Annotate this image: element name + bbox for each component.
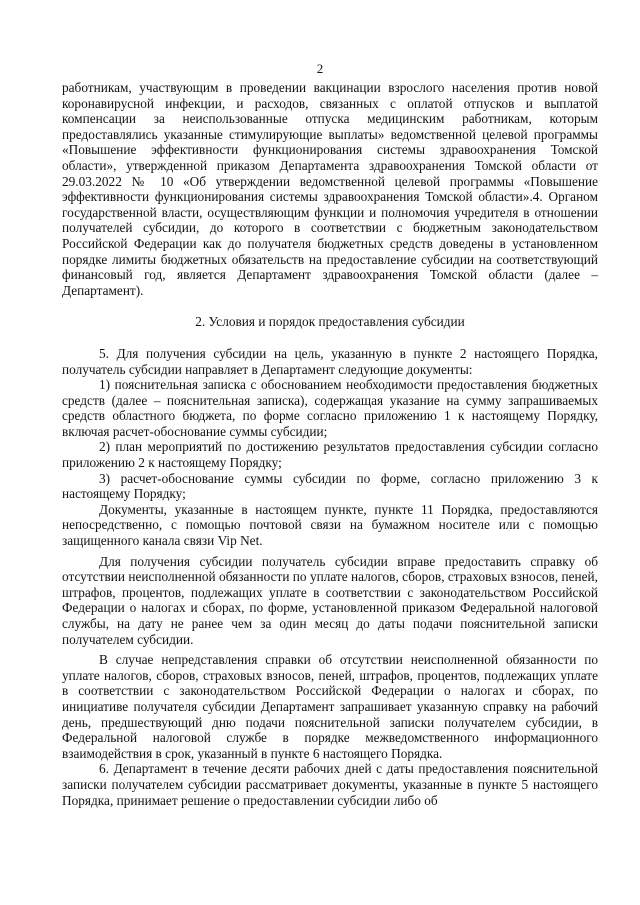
- paragraph-clause-5: 5. Для получения субсидии на цель, указанную в пункте 2 настоящего Порядка, получатель субсидии направляет в Департамент следующие документы:: [62, 345, 598, 377]
- document-body: [62, 80, 598, 808]
- page-number: 2: [316, 61, 324, 76]
- paragraph-no-certificate: В случае непредставления справки об отсутствии неисполненной обязанности по уплате налогов, сборов, страховых взносов, пеней, штрафов, процентов, подлежащих уплате в соответствии с законодательством Российской Федерации о налогах и сборах, по инициативе получателя субсидии Департамент запрашивает указанную справку на рабочий день, предшествующий дню подачи пояснительной записки получателем субсидии, в Федеральной налоговой службе в порядке межведомственного информационного взаимодействия в срок, указанный в пункте 6 настоящего Порядка.: [62, 652, 598, 761]
- paragraph-clause-6: 6. Департамент в течение десяти рабочих дней с даты предоставления пояснительной записки получателем субсидии рассматривает документы, указанные в пункте 5 настоящего Порядка, принимает решение о предоставлении субсидии либо об: [62, 761, 598, 808]
- paragraph-documents: Документы, указанные в настоящем пункте, пункте 11 Порядка, предоставляются непосредственно, с помощью почтовой связи на бумажном носителе или с помощью защищенного канала связи Vip Net.: [62, 501, 598, 549]
- list-item-1: 1) пояснительная записка с обоснованием необходимости предоставления бюджетных средств (далее – пояснительная записка), содержащая указание на сумму запрашиваемых средств областного бюджета, по форме согласно приложению 1 к настоящему Порядку, включая расчет-обоснование суммы субсидии;: [62, 377, 598, 439]
- list-item-2: 2) план мероприятий по достижению результатов предоставления субсидии согласно приложению 2 к настоящему Порядку;: [62, 439, 598, 471]
- paragraph-tax-certificate: Для получения субсидии получатель субсидии вправе предоставить справку об отсутствии неисполненной обязанности по уплате налогов, сборов, страховых взносов, пеней, штрафов, процентов, подлежащих уплате в соответствии с законодательством Российской Федерации о налогах и сборах, по форме, установленной приказом Федеральной налоговой службы, на дату не ранее чем за один месяц до даты подачи пояснительной записки получателем субсидии.: [62, 553, 598, 647]
- list-item-3: 3) расчет-обоснование суммы субсидии по форме, согласно приложению 3 к настоящему Порядку;: [62, 470, 598, 502]
- paragraph-continuation: работникам, участвующим в проведении вакцинации взрослого населения против новой коронавирусной инфекции, и расходов, связанных с оплатой отпусков и выплатой компенсации за неиспользованные отпуска медицинским работникам, которым предоставлялись указанные стимулирующие выплаты» ведомственной целевой программы «Повышение эффективности функционирования системы здравоохранения Томской области», утвержденной приказом Департамента здравоохранения Томской области от 29.03.2022 № 10 «Об утверждении ведомственной целевой программы «Повышение эффективности функционирования системы здравоохранения Томской области».4. Органом государственной власти, осуществляющим функции и полномочия учредителя в отношении получателей субсидии, до которого в соответствии с бюджетным законодательством Российской Федерации как до получателя бюджетных средств доведены в установленном порядке лимиты бюджетных обязательств на предоставление субсидии на соответствующий финансовый год, является Департамент здравоохранения Томской области (далее – Департамент).: [62, 80, 598, 298]
- section-heading: 2. Условия и порядок предоставления субсидии: [195, 314, 465, 330]
